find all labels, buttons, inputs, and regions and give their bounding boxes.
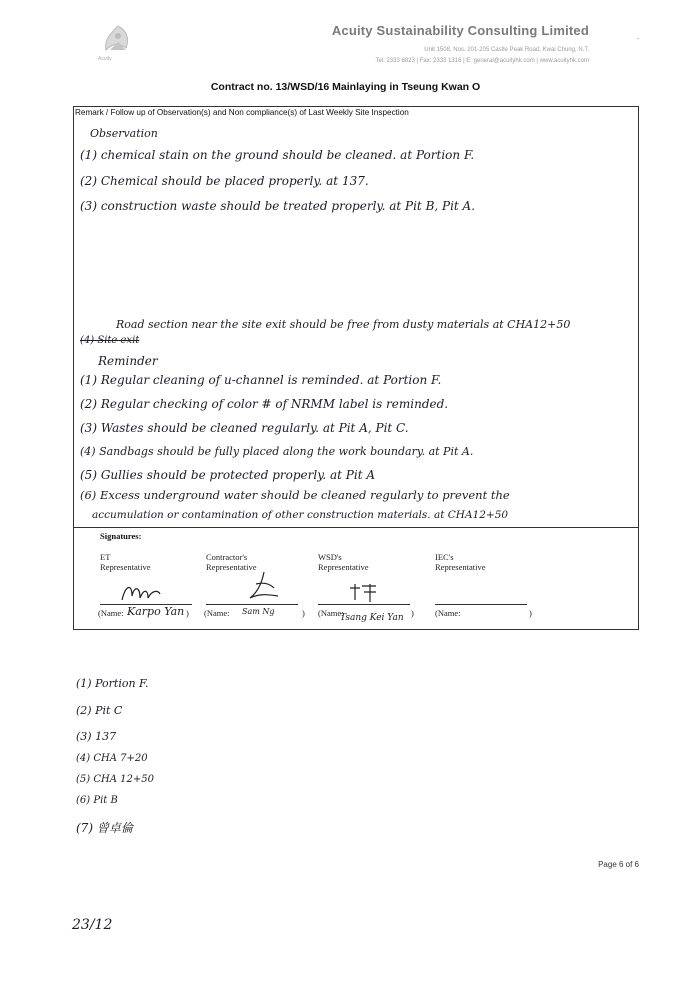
note-5: (5) CHA 12+50 [76,774,154,785]
signature-contractor [244,570,284,604]
reminder-item-5: (5) Gullies should be protected properly. at Pit A [80,468,376,482]
contract-title: Contract no. 13/WSD/16 Mainlaying in Tseung Kwan O [210,81,481,93]
signature-divider [73,527,639,528]
handwritten-page-number: 23/12 [72,917,113,933]
note-7: (7) 曾卓倫 [76,821,133,835]
sig-wsd-signed-name: Tsang Kei Yan [340,613,404,623]
note-3: (3) 137 [76,730,117,743]
sig-iec-line1: IEC's [435,552,454,562]
observation-item-4-text: Road section near the site exit should be free from dusty materials at CHA12+50 [116,318,571,331]
sig-et-line1: ET [100,552,111,562]
note-4: (4) CHA 7+20 [76,753,148,764]
sig-col-et [100,552,151,572]
observation-item-4-label: (4) Site exit [80,335,140,346]
sig-contractor-signed-name: Sam Ng [242,607,275,616]
sig-iec-name-close: ) [529,608,532,618]
sig-line-contractor [206,604,298,605]
observation-item-3: (3) construction waste should be treated properly. at Pit B, Pit A. [80,199,476,213]
sig-iec-line2: Representative [435,562,486,572]
observation-heading: Observation [90,127,158,140]
sig-et-signed-name: Karpo Yan [127,605,185,618]
sig-line-iec [435,604,527,605]
sig-wsd-name-close: ) [411,608,414,618]
page-label: Page 6 of 6 [598,860,639,869]
sig-et-name-label: (Name: [98,608,124,618]
reminder-item-1: (1) Regular cleaning of u-channel is reminded. at Portion F. [80,373,442,387]
company-contact: Tel: 2333 6823 | Fax: 2333 1316 | E: general@acuityhk.com | www.acuityhk.com [375,58,589,64]
sig-contractor-line2: Representative [206,562,257,572]
corner-mark: - [637,36,640,43]
sig-line-wsd [318,604,410,605]
sig-iec-name-label: (Name: [435,608,461,618]
sig-contractor-name-close: ) [302,608,305,618]
sig-col-wsd [318,552,369,572]
signature-et [118,580,164,606]
sig-wsd-line1: WSD's [318,552,342,562]
remark-header: Remark / Follow up of Observation(s) and Non compliance(s) of Last Weekly Site Inspection [75,108,409,117]
sig-wsd-name-label: (Name: [318,608,344,618]
logo-caption: Acuity [98,56,112,62]
company-name: Acuity Sustainability Consulting Limited [331,23,589,38]
reminder-item-3: (3) Wastes should be cleaned regularly. at Pit A, Pit C. [80,421,409,435]
company-address: Unit 1508, Nos. 201-205 Castle Peak Road, Kwai Chung, N.T. [424,47,589,53]
sig-col-iec [435,552,486,572]
reminder-heading: Reminder [98,354,158,368]
sig-contractor-name-label: (Name: [204,608,230,618]
sig-et-line2: Representative [100,562,151,572]
reminder-item-4: (4) Sandbags should be fully placed along the work boundary. at Pit A. [80,445,474,458]
sig-col-contractor [206,552,257,572]
sig-wsd-line2: Representative [318,562,369,572]
observation-item-1: (1) chemical stain on the ground should be cleaned. at Portion F. [80,148,475,162]
observation-item-2: (2) Chemical should be placed properly. at 137. [80,174,369,188]
note-2: (2) Pit C [76,704,123,717]
sig-contractor-line1: Contractor's [206,552,248,562]
company-logo [96,20,140,72]
reminder-item-2: (2) Regular checking of color # of NRMM label is reminded. [80,397,449,411]
reminder-item-6-cont: accumulation or contamination of other construction materials. at CHA12+50 [92,509,509,521]
note-1: (1) Portion F. [76,677,149,690]
sig-et-name-close: ) [186,608,189,618]
signatures-title: Signatures: [100,531,142,541]
reminder-item-6: (6) Excess underground water should be cleaned regularly to prevent the [80,488,510,502]
note-6: (6) Pit B [76,795,118,806]
signature-wsd [346,582,380,604]
